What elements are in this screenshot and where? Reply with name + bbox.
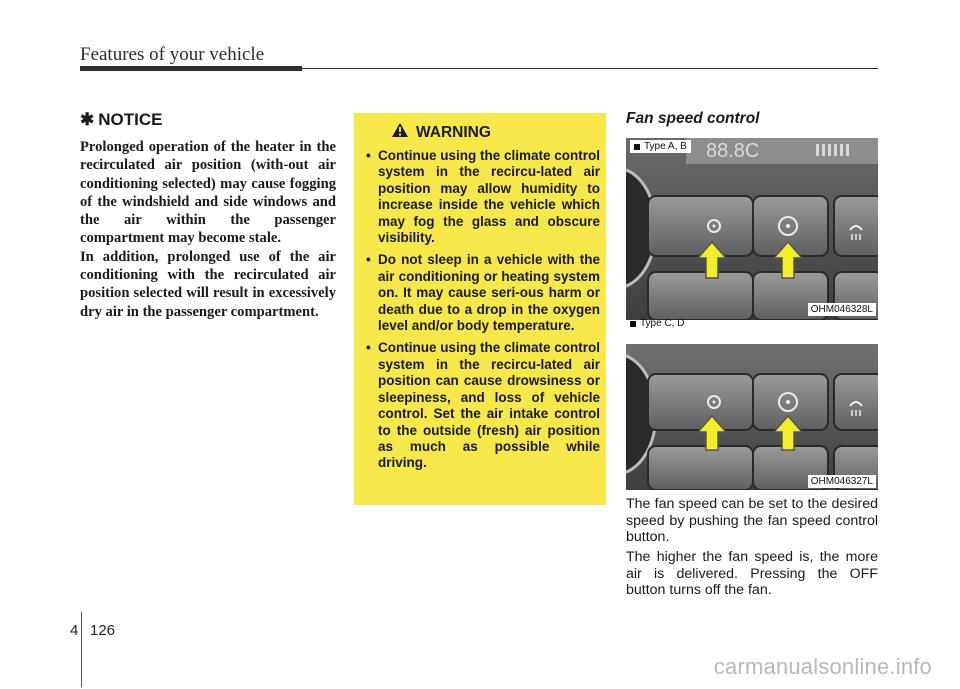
fan-speed-section [626,110,878,128]
warning-triangle-icon [392,123,408,142]
photo-type-c [626,344,878,490]
warning-item: • Continue using the climate control system in the recircu-lated air position may allow humidity to increase inside the vehicle which may fog the glass and obscure visibility. [366,148,600,246]
page-number: 126 [90,622,116,639]
warning-item: • Continue using the climate control system in the recircu-lated air position can cause drowsiness or sleepiness, and loss of vehicle control. Set the air intake control to the outside (fresh) air position as much as possible while driving. [366,340,600,471]
chapter-number: 4 [70,622,79,639]
warning-heading [392,123,600,142]
photo-c-code: OHM046327L [808,475,876,488]
notice-heading [80,110,336,130]
watermark: carmanualsonline.info [713,654,932,679]
footer-rule [81,612,82,687]
fan-paragraph-1: The fan speed can be set to the desired speed by pushing the fan speed control button. [626,496,878,545]
warning-box [354,113,606,505]
type-a-label: Type A, B [630,140,691,153]
type-c-label: Type C, D [630,318,684,329]
page-header-title: Features of your vehicle [80,44,265,65]
climate-panel-photo-c [626,344,878,490]
warning-item: • Do not sleep in a vehicle with the air conditioning or heating system on. It may cause seri-ous harm or death due to a drop in the oxygen level and/or body temperature. [366,252,600,334]
notice-title: NOTICE [98,110,163,129]
header-rule [80,66,878,71]
notice-asterisk-icon: ✱ [80,110,95,129]
warning-title: WARNING [416,123,491,141]
panel-display: 88.8C [706,140,760,162]
fan-speed-title: Fan speed control [626,110,760,127]
notice-body: Prolonged operation of the heater in the recirculated air position (with-out air conditioning selected) may cause fogging of the windshield and side windows and the air within the passenger compartment may become stale. In addition, prolonged use of the air conditioning with the recirculated air position selected will result in excessively dry air in the passenger compartment. [80,139,336,320]
climate-panel-photo-a [626,138,878,320]
photo-a-code: OHM046328L [808,303,876,316]
fan-paragraph-2: The higher the fan speed is, the more air is delivered. Pressing the OFF button turns off the fan. [626,549,878,598]
warning-list [366,148,600,472]
photo-type-a [626,138,878,320]
notice-section [80,110,336,321]
